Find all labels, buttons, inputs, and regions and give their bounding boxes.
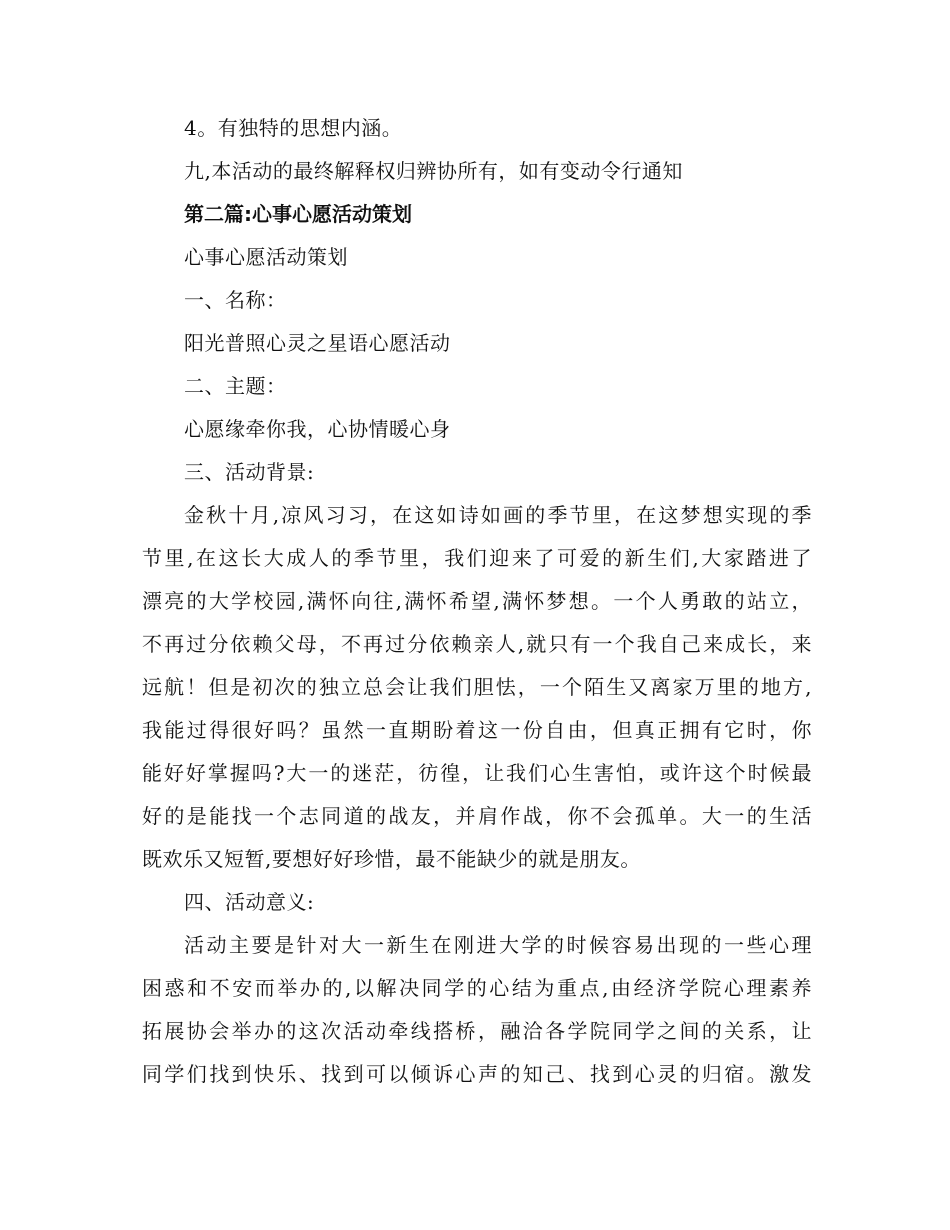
significance-paragraph-line: 困惑和不安而举办的,以解决同学的心结为重点,由经济学院心理素养 xyxy=(142,976,812,1000)
background-paragraph-line: 既欢乐又短暂,要想好好珍惜，最不能缺少的就是朋友。 xyxy=(142,847,641,871)
significance-paragraph-line: 拓展协会举办的这次活动牵线搭桥，融洽各学院同学之间的关系，让 xyxy=(142,1019,812,1043)
activity-name: 阳光普照心灵之星语心愿活动 xyxy=(184,331,451,355)
background-paragraph-line: 漂亮的大学校园,满怀向往,满怀希望,满怀梦想。一个人勇敢的站立， xyxy=(142,589,812,613)
background-heading: 三、活动背景: xyxy=(184,460,315,484)
background-paragraph-line: 远航！但是初次的独立总会让我们胆怯，一个陌生又离家万里的地方, xyxy=(142,675,812,699)
activity-theme: 心愿缘牵你我，心协情暖心身 xyxy=(184,417,451,441)
background-paragraph-line: 金秋十月,凉风习习，在这如诗如画的季节里，在这梦想实现的季 xyxy=(184,503,812,527)
background-paragraph-line: 不再过分依赖父母，不再过分依赖亲人,就只有一个我自己来成长，来 xyxy=(142,632,812,656)
background-paragraph-line: 好的是能找一个志同道的战友，并肩作战，你不会孤单。大一的生活 xyxy=(142,804,812,828)
significance-paragraph-line: 同学们找到快乐、找到可以倾诉心声的知己、找到心灵的归宿。激发 xyxy=(142,1062,812,1086)
name-heading: 一、名称： xyxy=(184,288,287,312)
background-paragraph-line: 能好好掌握吗?大一的迷茫，彷徨，让我们心生害怕，或许这个时候最 xyxy=(142,761,812,785)
significance-paragraph-line: 活动主要是针对大一新生在刚进大学的时候容易出现的一些心理 xyxy=(184,933,812,957)
theme-heading: 二、主题： xyxy=(184,374,287,398)
background-paragraph-line: 节里,在这长大成人的季节里，我们迎来了可爱的新生们,大家踏进了 xyxy=(142,546,812,570)
final-interpretation-clause: 九,本活动的最终解释权归辨协所有，如有变动令行通知 xyxy=(184,159,683,183)
document-subtitle: 心事心愿活动策划 xyxy=(184,245,348,269)
background-paragraph-line: 我能过得很好吗？虽然一直期盼着这一份自由，但真正拥有它时，你 xyxy=(142,718,812,742)
significance-heading: 四、活动意义: xyxy=(184,890,315,914)
section-heading: 第二篇:心事心愿活动策划 xyxy=(184,202,412,226)
criteria-item-4: 4。有独特的思想内涵。 xyxy=(184,116,403,140)
